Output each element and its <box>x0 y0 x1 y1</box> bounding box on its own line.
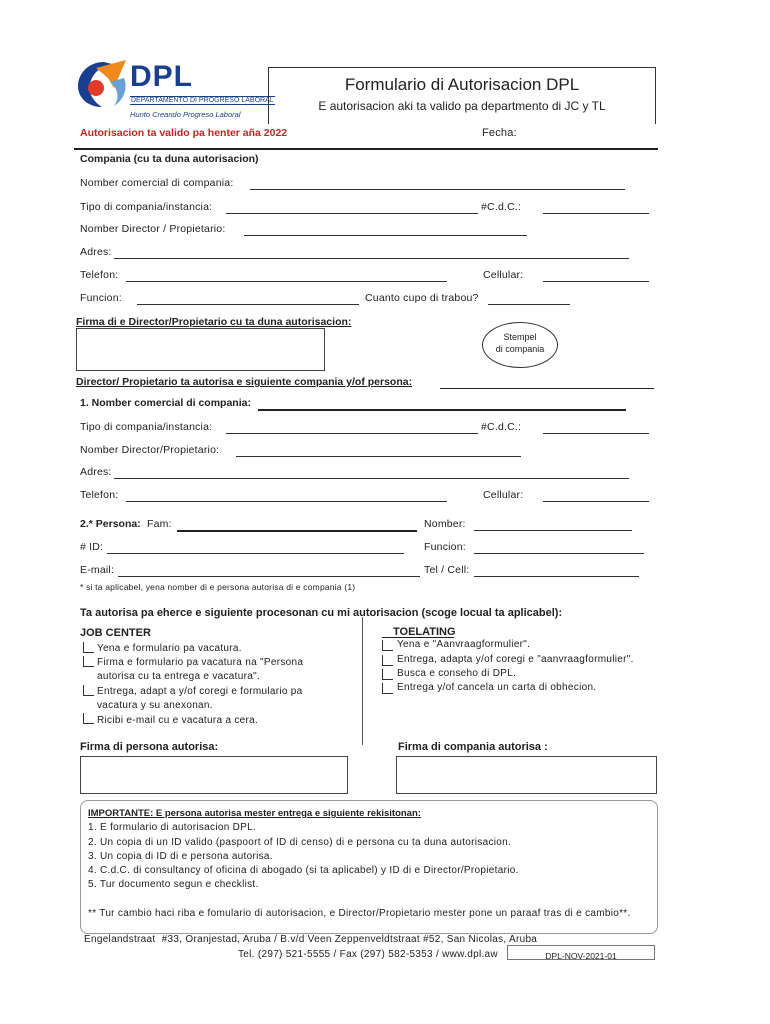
job-center-title: JOB CENTER <box>80 627 151 639</box>
toelating-title-rule <box>382 637 454 638</box>
processes-divider <box>362 617 363 745</box>
persona-firstname-field[interactable] <box>474 530 632 531</box>
toelating-checkbox-advice[interactable] <box>382 669 393 680</box>
director-signature-label: Firma di e Director/Propietario cu ta duna autorisacion: <box>76 316 352 328</box>
footer-contact: Tel. (297) 521-5555 / Fax (297) 582-5353 / www.dpl.aw <box>238 949 498 960</box>
toelating-checkbox-fill-form[interactable] <box>382 640 393 651</box>
persona-id-field[interactable] <box>107 553 404 554</box>
important-item: 1. E formulario di autorisacion DPL. <box>88 822 257 833</box>
persona-id-label: # ID: <box>80 541 104 553</box>
toelating-title: TOELATING <box>393 626 456 638</box>
job-center-item: autorisa cu ta entrega e vacatura". <box>97 671 261 682</box>
persona-surname-field[interactable] <box>177 530 417 532</box>
company-cellular-field[interactable] <box>543 281 649 282</box>
company-cellular-label: Cellular: <box>483 269 524 281</box>
authorized-cellular-label: Cellular: <box>483 489 524 501</box>
job-center-item: Entrega, adapt a y/of coregi e formulario pa <box>97 686 303 697</box>
authorized-heading-rule <box>440 388 654 389</box>
persona-firstname-label: Nomber: <box>424 518 466 530</box>
job-center-item: Firma e formulario pa vacatura na "Persona <box>97 657 304 668</box>
company-cdc-field[interactable] <box>543 213 649 214</box>
authorized-heading: Director/ Propietario ta autorisa e siguiente compania y/of persona: <box>76 376 413 388</box>
authorized-company-name-field[interactable] <box>258 409 626 411</box>
company-function-field[interactable] <box>137 304 359 305</box>
footer-address: Engelandstraat #33, Oranjestad, Aruba / B.v/d Veen Zeppenveldtstraat #52, San Nicolas, Aruba <box>84 934 538 945</box>
toelating-item: Yena e "Aanvraagformulier". <box>397 639 531 650</box>
job-center-checkbox-sign-vacancy[interactable] <box>83 656 94 667</box>
authorized-director-field[interactable] <box>236 456 521 457</box>
authorized-type-field[interactable] <box>226 433 478 434</box>
company-phone-field[interactable] <box>126 281 447 282</box>
company-address-label: Adres: <box>80 246 112 258</box>
logo-tagline: Hunto Creando Progreso Laboral <box>130 110 241 119</box>
authorized-cdc-label: #C.d.C.: <box>481 421 522 433</box>
job-center-item: Ricibi e-mail cu e vacatura a cera. <box>97 715 259 726</box>
logo-text: DPL <box>130 60 193 93</box>
company-name-field[interactable] <box>250 189 625 190</box>
persona-telcel-label: Tel / Cell: <box>424 564 470 576</box>
important-item: 3. Un copia di ID di e persona autorisa. <box>88 851 273 862</box>
authorized-company-name-label: 1. Nomber comercial di compania: <box>80 397 251 409</box>
persona-signature-label: Firma di persona autorisa: <box>80 741 219 753</box>
job-center-checkbox-fill-vacancy[interactable] <box>83 642 94 653</box>
processes-heading: Ta autorisa pa eherce e siguiente procesonan cu mi autorisacion (scoge locual ta aplicabel): <box>80 607 563 619</box>
title-box <box>268 67 656 124</box>
header-rule <box>74 148 658 150</box>
authorized-phone-label: Telefon: <box>80 489 119 501</box>
dpl-logo <box>74 58 274 123</box>
validity-notice: Autorisacion ta valido pa henter aña 2022 <box>80 127 288 139</box>
company-signature-box[interactable] <box>396 756 657 794</box>
dpl-logo-mark-icon <box>74 58 134 110</box>
important-note: ** Tur cambio haci riba e fomulario di autorisacion, e Director/Propietario mester pone un paraaf tras di e cambio**. <box>88 908 631 919</box>
fecha-label: Fecha: <box>482 127 517 139</box>
persona-function-label: Funcion: <box>424 541 466 553</box>
authorized-phone-field[interactable] <box>126 501 447 502</box>
authorized-cdc-field[interactable] <box>543 433 649 434</box>
company-vacancies-field[interactable] <box>488 304 570 305</box>
company-name-label: Nomber comercial di compania: <box>80 177 234 189</box>
company-vacancies-label: Cuanto cupo di trabou? <box>365 292 479 304</box>
persona-email-label: E-mail: <box>80 564 115 576</box>
stamp-label-line1: Stempel <box>503 332 537 342</box>
authorized-type-label: Tipo di compania/instancia: <box>80 421 213 433</box>
company-type-field[interactable] <box>226 213 478 214</box>
persona-fam-label: Fam: <box>147 518 172 530</box>
toelating-checkbox-submit-form[interactable] <box>382 655 393 666</box>
toelating-item: Entrega y/of cancela un carta di obhecion. <box>397 682 597 693</box>
job-center-item: Yena e formulario pa vacatura. <box>97 643 242 654</box>
persona-email-field[interactable] <box>118 576 420 577</box>
important-item: 4. C.d.C. di consultancy of oficina di abogado (si ta aplicabel) y ID di e Director/Propietario. <box>88 865 519 876</box>
job-center-checkbox-edit-vacancy[interactable] <box>83 685 94 696</box>
important-title: IMPORTANTE: E persona autorisa mester entrega e siguiente rekisitonan: <box>88 808 421 819</box>
authorized-address-label: Adres: <box>80 466 112 478</box>
company-type-label: Tipo di compania/instancia: <box>80 201 213 213</box>
footer-code: DPL-NOV-2021-01 <box>545 951 617 961</box>
company-signature-label: Firma di compania autorisa : <box>398 741 548 753</box>
company-address-field[interactable] <box>114 258 629 259</box>
director-signature-box[interactable] <box>76 328 325 371</box>
toelating-checkbox-objection[interactable] <box>382 683 393 694</box>
authorized-cellular-field[interactable] <box>543 501 649 502</box>
company-phone-label: Telefon: <box>80 269 119 281</box>
company-director-field[interactable] <box>244 235 527 236</box>
job-center-item: vacatura y su anexonan. <box>97 700 213 711</box>
company-heading: Compania (cu ta duna autorisacion) <box>80 153 259 165</box>
stamp-label-line2: di compania <box>495 344 545 354</box>
toelating-item: Entrega, adapta y/of coregi e "aanvraagformulier". <box>397 654 634 665</box>
authorized-director-label: Nomber Director/Propietario: <box>80 444 220 456</box>
company-stamp-area <box>482 322 558 368</box>
persona-footnote: * si ta aplicabel, yena nomber di e persona autorisa di e compania (1) <box>80 582 356 592</box>
company-cdc-label: #C.d.C.: <box>481 201 522 213</box>
important-item: 2. Un copia di un ID valido (paspoort of ID di censo) di e persona cu ta duna autorisacion. <box>88 837 512 848</box>
persona-function-field[interactable] <box>474 553 644 554</box>
job-center-checkbox-receive-email[interactable] <box>83 713 94 724</box>
authorized-address-field[interactable] <box>114 478 629 479</box>
toelating-item: Busca e conseho di DPL. <box>397 668 517 679</box>
persona-label: 2.* Persona: <box>80 518 141 530</box>
company-director-label: Nomber Director / Propietario: <box>80 223 226 235</box>
persona-signature-box[interactable] <box>80 756 348 794</box>
page-title: Formulario di Autorisacion DPL <box>344 75 580 94</box>
page-subtitle: E autorisacion aki ta valido pa departmento di JC y TL <box>318 99 606 113</box>
logo-subtitle: DEPARTAMENTO DI PROGRESO LABORAL <box>131 97 274 104</box>
company-function-label: Funcion: <box>80 292 122 304</box>
important-item: 5. Tur documento segun e checklist. <box>88 879 259 890</box>
footer-code-badge <box>507 945 655 960</box>
persona-telcel-field[interactable] <box>474 576 639 577</box>
